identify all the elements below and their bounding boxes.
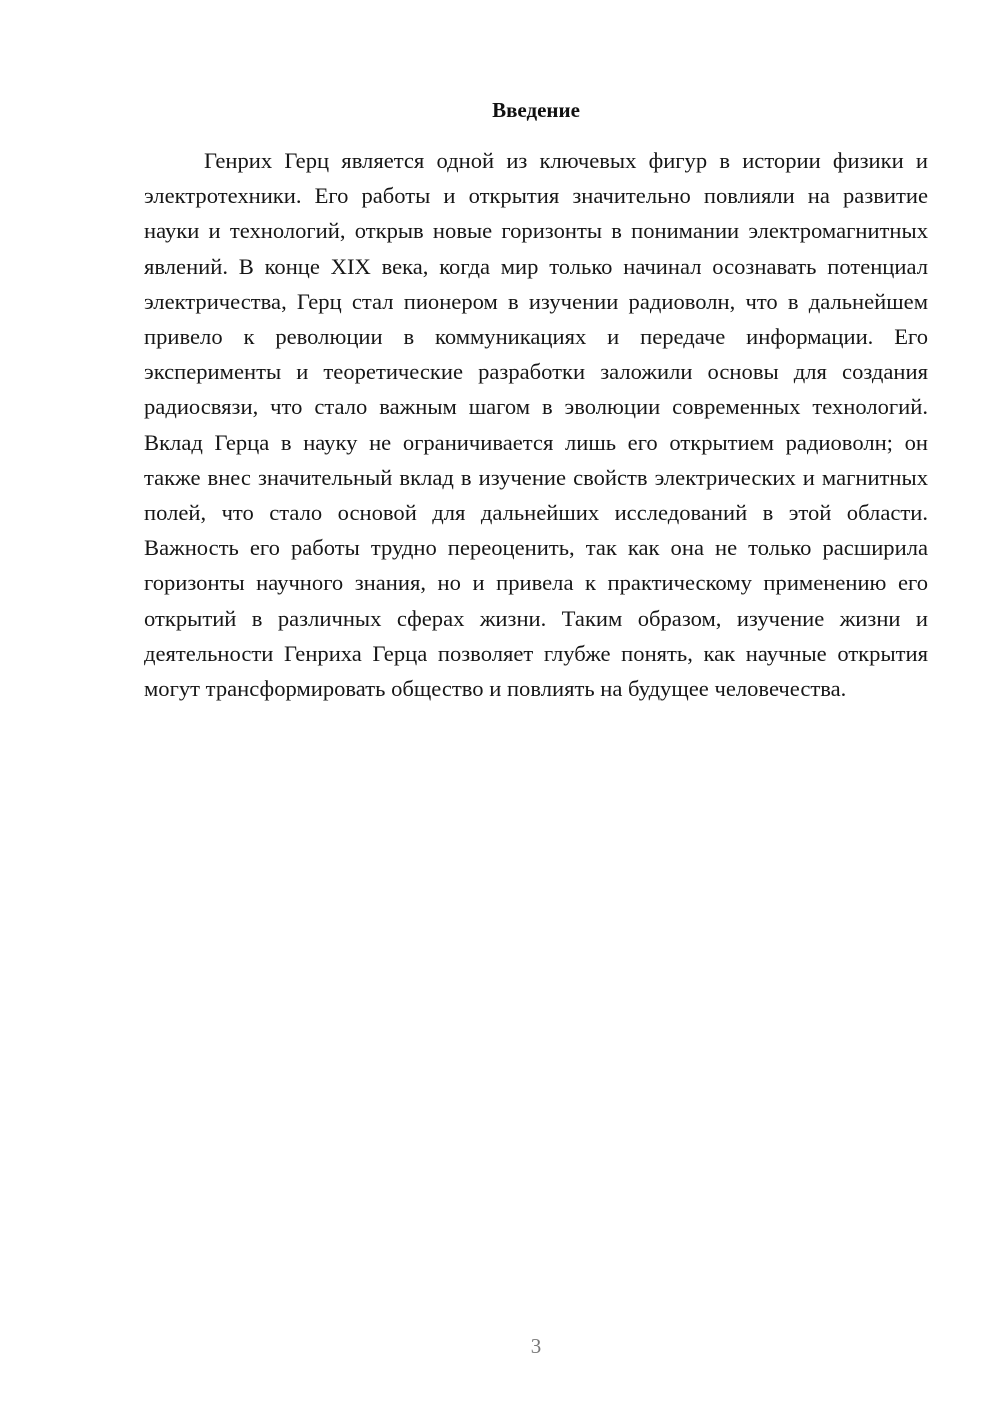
section-heading: Введение bbox=[492, 98, 580, 122]
intro-paragraph: Генрих Герц является одной из ключевых фигур в истории физики и электротехники. Его работы и открытия значительно повлияли на развитие науки и технологий, открыв новые горизонты в понимании электромагнитных явлений. В конце XIX века, когда мир только начинал осознавать потенциал электричества, Герц стал пионером в изучении радиоволн, что в дальнейшем привело к революции в коммуникациях и передаче информации. Его эксперименты и теоретические разработки заложили основы для создания радиосвязи, что стало важным шагом в эволюции современных технологий. Вклад Герца в науку не ограничивается лишь его открытием радиоволн; он также внес значительный вклад в изучение свойств электрических и магнитных полей, что стало основой для дальнейших исследований в этой области. Важность его работы трудно переоценить, так как она не только расширила горизонты научного знания, но и привела к практическому применению его открытий в различных сферах жизни. Таким образом, изучение жизни и деятельности Генриха Герца позволяет глубже понять, как научные открытия могут трансформировать общество и повлиять на будущее человечества. bbox=[144, 148, 928, 702]
page-number: 3 bbox=[530, 1334, 542, 1358]
